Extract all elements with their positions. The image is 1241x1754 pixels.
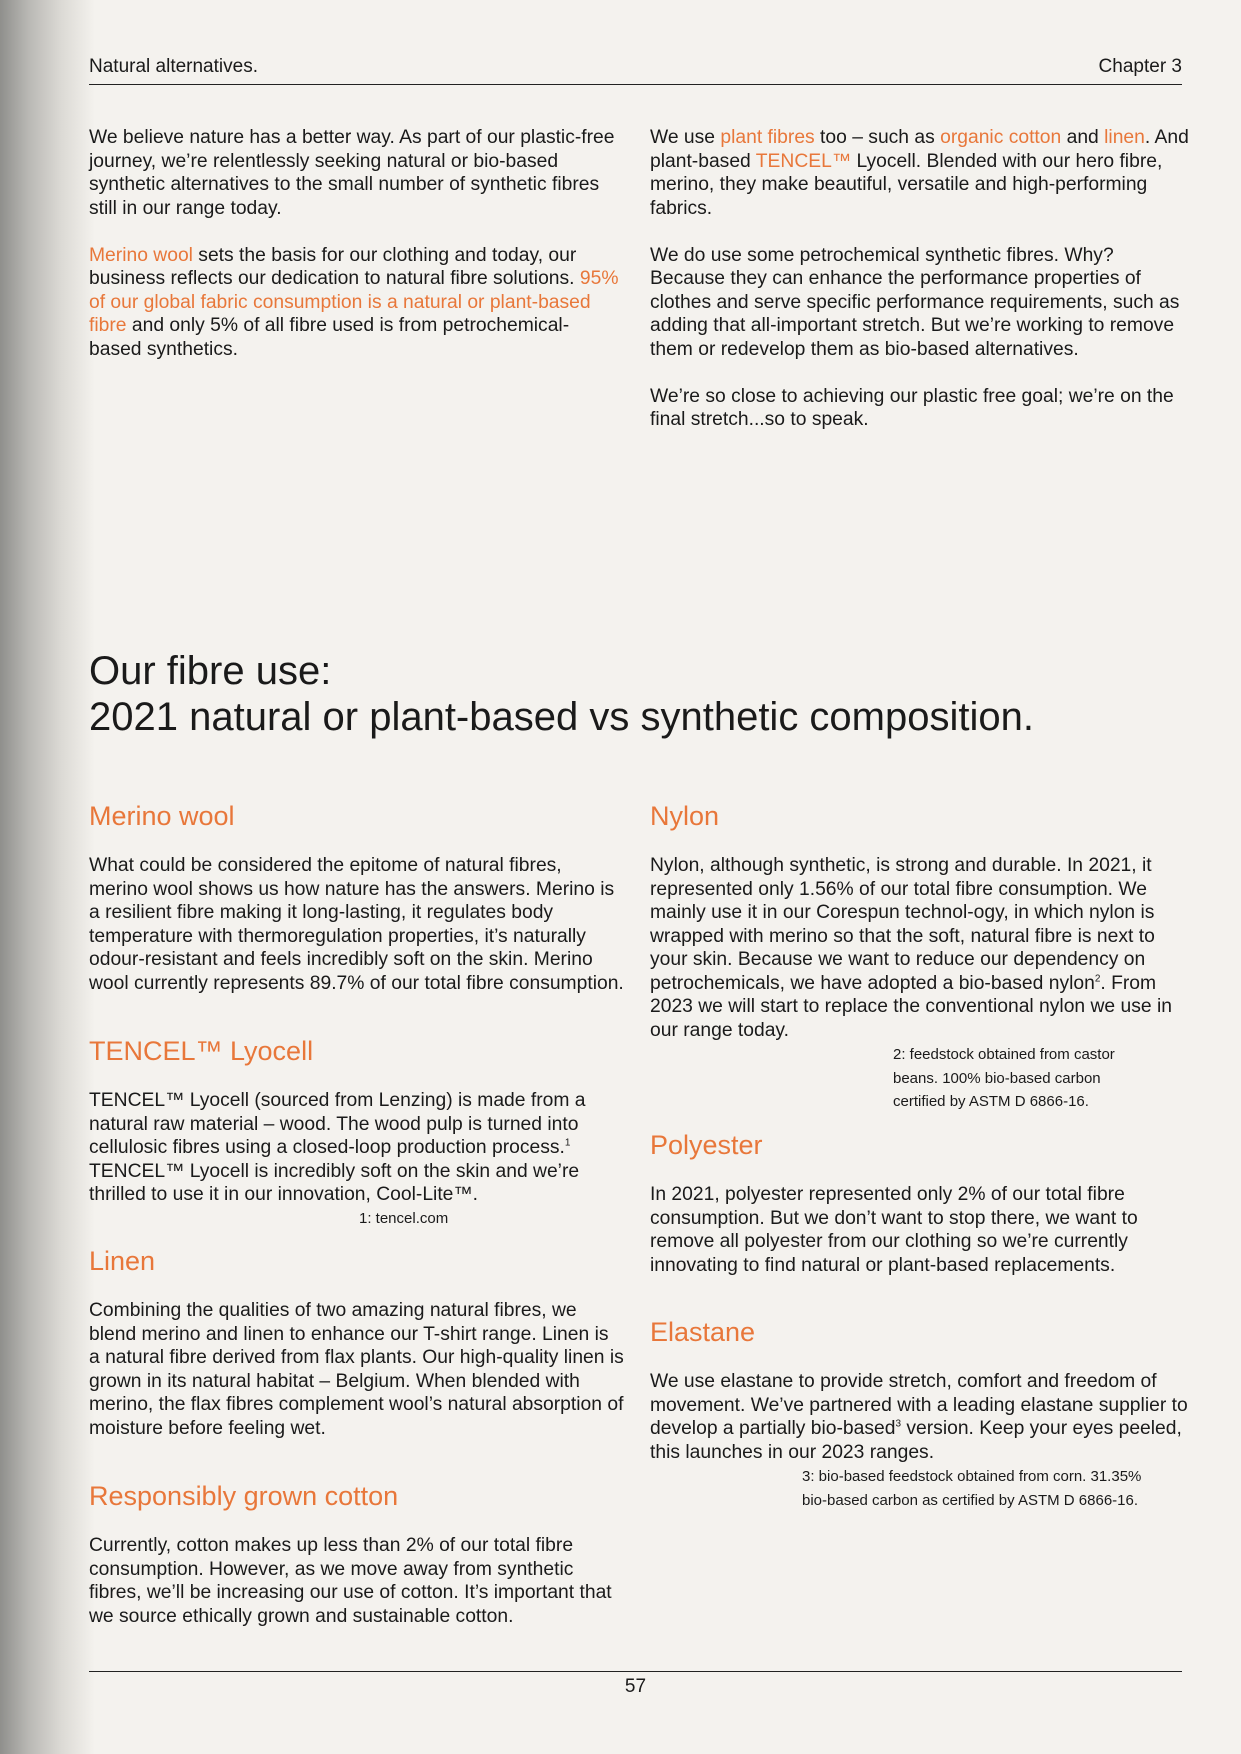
intro-paragraph-1: We believe nature has a better way. As part of our plastic-free journey, we’re relentlessly seeking natural or bio-based synthetic alternatives to the small number of synthetic fibres still in our range today. [89,127,615,219]
intro-paragraph-5: We’re so close to achieving our plastic free goal; we’re on the final stretch...so to speak. [650,385,1174,430]
elastane-footnote: 3: bio-based feedstock obtained from corn. 31.35% bio-based carbon as certified by ASTM D 6866-16. [802,1468,1142,1509]
intro-right-column [650,126,1190,455]
nylon-section-body: Nylon, although synthetic, is strong and durable. In 2021, it represented only 1.56% of our total fibre consumption. We mainly use it in our Corespun technol-ogy, in which nylon is wrapped with merino so that the soft, natural fibre is next to your skin. Because we want to reduce our dependency on petrochemicals, we have adopted a bio-based nylon$^2$. From 2023 we will start to replace the conventional nylon we use in our range today. [650,855,1172,1041]
header-title: Natural alternatives. [89,56,258,77]
page-gutter-shadow [0,0,95,1754]
footer-divider [89,1671,1182,1672]
intro-left-column [89,126,619,385]
intro-paragraph-2: Merino wool sets the basis for our clothing and today, our business reflects our dedication to natural fibre solutions. 95% of our global fabric consumption is a natural or plant-based fibre and only 5% of all fibre used is from petrochemical-based synthetics. [89,244,619,360]
linen-link[interactable]: linen [1104,127,1145,148]
plant-fibres-link[interactable]: plant fibres [720,127,815,148]
cotton-section-body: Currently, cotton makes up less than 2% of our total fibre consumption. However, as we move away from synthetic fibres, we’ll be increasing our use of cotton. It’s important that we source ethically grown and sustainable cotton. [89,1535,612,1627]
polyester-section-body: In 2021, polyester represented only 2% of our total fibre consumption. But we don’t want to stop there, we want to remove all polyester from our clothing so we’re currently innovating to find natural or plant-based replacements. [650,1184,1138,1276]
linen-section-body: Combining the qualities of two amazing natural fibres, we blend merino and linen to enhance our T-shirt range. Linen is a natural fibre derived from flax plants. Our high-quality linen is grown in its natural habitat – Belgium. When blended with merino, the flax fibres complement wool’s natural absorption of moisture before feeling wet. [89,1300,624,1439]
elastane-section-title: Elastane [650,1317,756,1347]
merino-section-title: Merino wool [89,801,235,831]
tencel-section-title: TENCEL™ Lyocell [89,1036,314,1066]
tencel-section-body: TENCEL™ Lyocell (sourced from Lenzing) is made from a natural raw material – wood. The wood pulp is turned into cellulosic fibres using a closed-loop production process.$^1$ TENCEL™ Lyocell is incredibly soft on the skin and we’re thrilled to use it in our innovation, Cool-Lite™. [89,1090,586,1205]
chapter-label: Chapter 3 [1098,56,1182,77]
cotton-section-title: Responsibly grown cotton [89,1481,399,1511]
tencel-footnote: 1: tencel.com [359,1210,449,1227]
tencel-link[interactable]: TENCEL™ [755,150,852,172]
nylon-footnote: 2: feedstock obtained from castor beans. 100% bio-based carbon certified by ASTM D 6866-16. [893,1046,1115,1110]
intro-paragraph-3: We use plant fibres too – such as organic cotton and linen. And plant-based TENCEL™ Lyocell. Blended with our hero fibre, merino, they make beautiful, versatile and high-performing fabrics. [650,127,1189,219]
merino-section-body: What could be considered the epitome of natural fibres, merino wool shows us how nature has the answers. Merino is a resilient fibre making it long-lasting, it regulates body temperature with thermoregulation properties, it’s naturally odour-resistant and feels incredibly soft on the skin. Merino wool currently represents 89.7% of our total fibre consumption. [89,855,624,994]
intro-paragraph-4: We do use some petrochemical synthetic fibres. Why? Because they can enhance the performance properties of clothes and serve specific performance requirements, such as adding that all-important stretch. But we’re working to remove them or redevelop them as bio-based alternatives. [650,244,1180,360]
page-number: 57 [624,1676,647,1697]
elastane-section-body: We use elastane to provide stretch, comfort and freedom of movement. We’ve partnered with a leading elastane supplier to develop a partially bio-based$^3$ version. Keep your eyes peeled, this launches in our 2023 ranges. [650,1371,1188,1463]
linen-section-title: Linen [89,1246,156,1276]
organic-cotton-link[interactable]: organic cotton [940,127,1062,148]
nylon-section-title: Nylon [650,801,720,831]
main-heading [89,648,1189,740]
polyester-section-title: Polyester [650,1130,763,1160]
main-heading-line-2: 2021 natural or plant-based vs synthetic composition. [89,695,1034,739]
merino-wool-link[interactable]: Merino wool [89,244,193,266]
page-header [89,54,1182,85]
fabric-consumption-link[interactable]: 95% of our global fabric consumption is a natural or plant-based fibre [89,268,619,336]
main-heading-line-1: Our fibre use: [89,649,332,693]
